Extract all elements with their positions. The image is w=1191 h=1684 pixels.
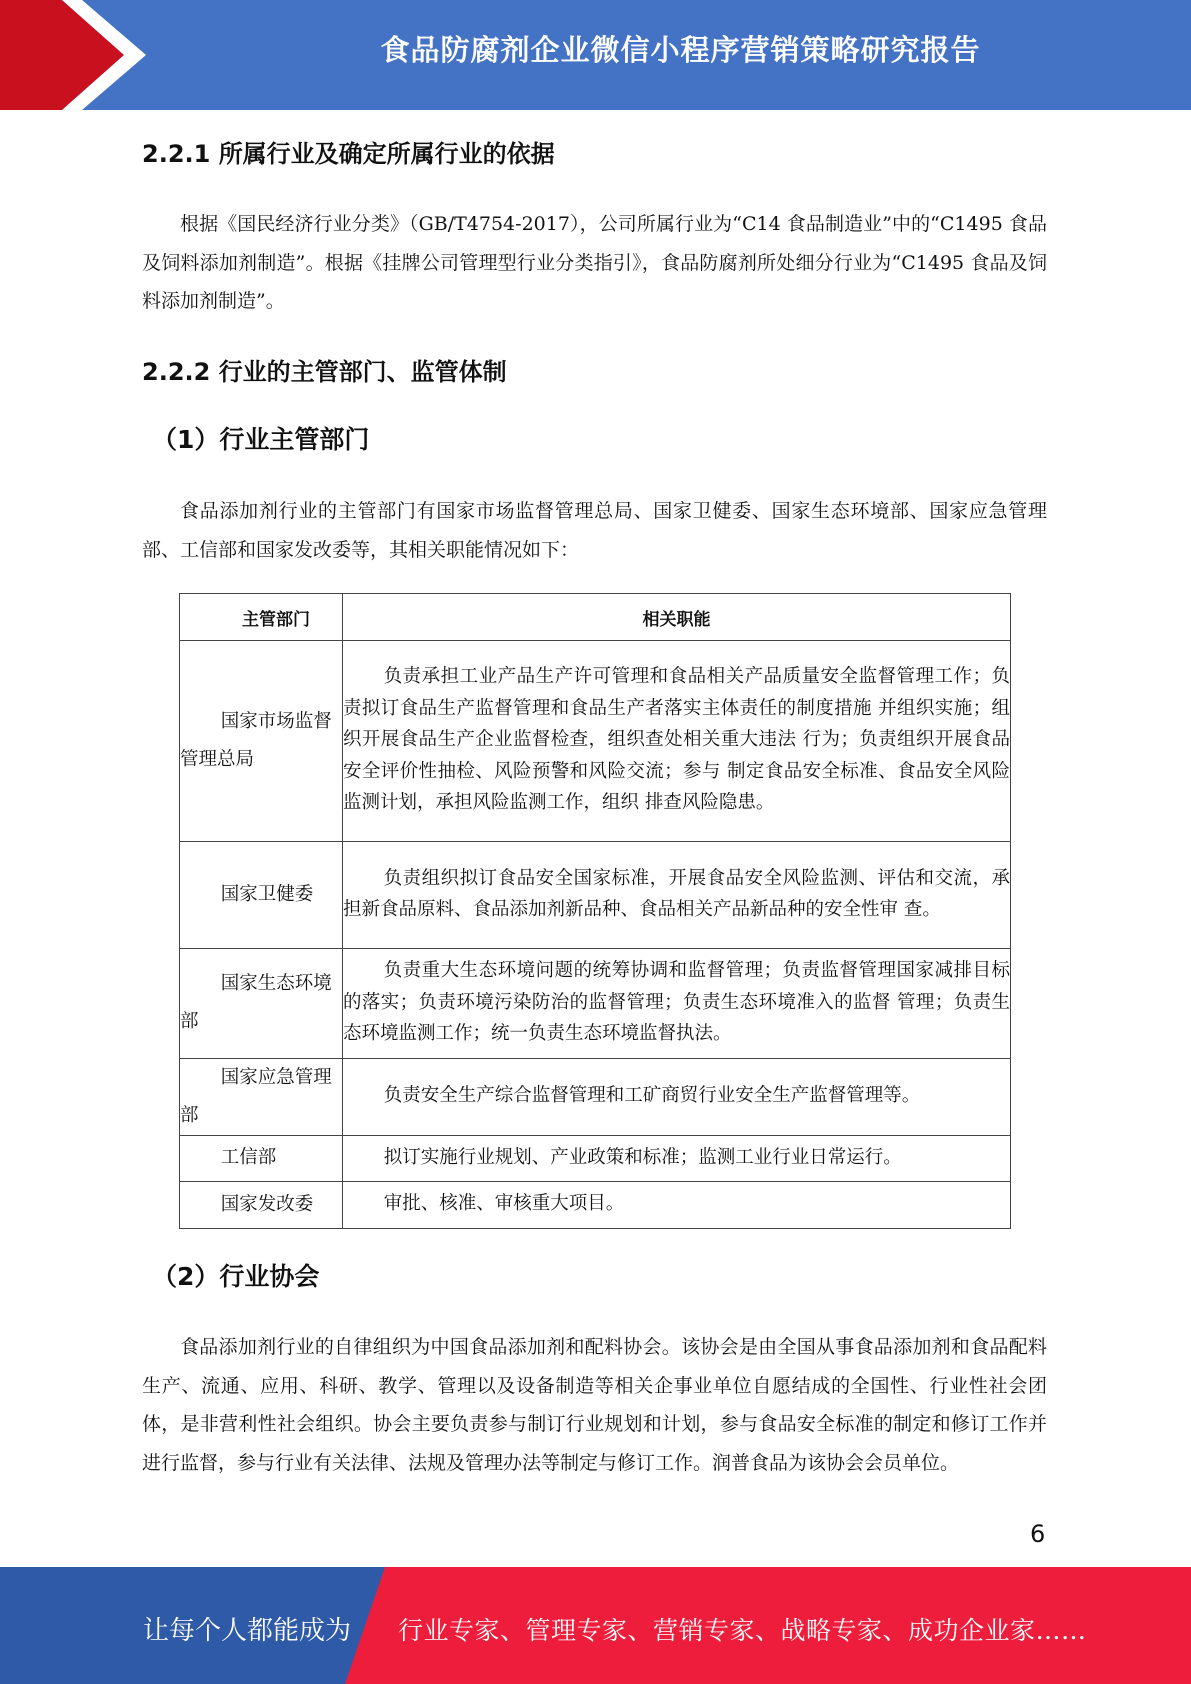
table-cell-duty: 审批、核准、审核重大项目。	[343, 1182, 1011, 1229]
section-heading-2-2-2: 2.2.2 行业的主管部门、监管体制	[142, 358, 507, 386]
table-row	[180, 641, 1011, 842]
section-heading-2-2-1: 2.2.1 所属行业及确定所属行业的依据	[142, 140, 555, 168]
table-cell-dept: 国家市场监督管理总局	[180, 641, 343, 842]
subsection-2-paragraph: 食品添加剂行业的自律组织为中国食品添加剂和配料协会。该协会是由全国从事食品添加剂和食品配料生产、流通、应用、科研、教学、管理以及设备制造等相关企事业单位自愿结成的全国性、行业性社会团体，是非营利性社会组织。协会主要负责参与制订行业规划和计划，参与食品安全标准的制定和修订工作并进行监督，参与行业有关法律、法规及管理办法等制定与修订工作。润普食品为该协会会员单位。	[142, 1336, 1047, 1474]
page-number: 6	[1030, 1520, 1046, 1548]
page-header	[0, 0, 1191, 110]
table-row	[180, 1058, 1011, 1135]
table-cell-duty: 负责重大生态环境问题的统筹协调和监督管理；负责监督管理国家减排目标的落实；负责环境污染防治的监督管理；负责生态环境准入的监督 管理；负责生态环境监测工作；统一负责生态环境监督执法。	[343, 949, 1011, 1059]
table-header-duty: 相关职能	[343, 594, 1011, 641]
table-header-dept: 主管部门	[180, 594, 343, 641]
table-cell-dept: 国家卫健委	[180, 842, 343, 949]
subsection-heading-1: （1）行业主管部门	[152, 425, 370, 454]
table-cell-dept: 工信部	[180, 1135, 343, 1182]
report-title: 食品防腐剂企业微信小程序营销策略研究报告	[380, 33, 981, 67]
subsection-1-paragraph: 食品添加剂行业的主管部门有国家市场监督管理总局、国家卫健委、国家生态环境部、国家应急管理部、工信部和国家发改委等，其相关职能情况如下：	[142, 500, 1047, 561]
footer-slogan-left: 让每个人都能成为	[143, 1616, 352, 1646]
footer-slogan-right: 行业专家、管理专家、营销专家、战略专家、成功企业家……	[398, 1616, 1087, 1645]
subsection-heading-2: （2）行业协会	[152, 1262, 320, 1291]
department-duty-table	[179, 593, 1011, 1229]
table-cell-duty: 负责组织拟订食品安全国家标准，开展食品安全风险监测、评估和交流，承担新食品原料、食品添加剂新品种、食品相关产品新品种的安全性审 查。	[343, 842, 1011, 949]
table-cell-dept: 国家发改委	[180, 1182, 343, 1229]
table-row	[180, 949, 1011, 1059]
table-cell-dept: 国家生态环境部	[180, 949, 343, 1059]
table-row	[180, 842, 1011, 949]
header-arrow-graphic	[0, 0, 260, 110]
table-row	[180, 1182, 1011, 1229]
table-cell-duty: 负责安全生产综合监督管理和工矿商贸行业安全生产监督管理等。	[343, 1058, 1011, 1135]
table-cell-dept: 国家应急管理部	[180, 1058, 343, 1135]
page-footer	[0, 1567, 1191, 1684]
section-2-2-1-paragraph: 根据《国民经济行业分类》（GB/T4754-2017），公司所属行业为“C14 食品制造业”中的“C1495 食品及饲料添加剂制造”。根据《挂牌公司管理型行业分类指引》，食品防腐剂所处细分行业为“C1495 食品及饲料添加剂制造”。	[142, 213, 1047, 312]
table-cell-duty: 负责承担工业产品生产许可管理和食品相关产品质量安全监督管理工作；负责拟订食品生产监督管理和食品生产者落实主体责任的制度措施 并组织实施；组织开展食品生产企业监督检查，组织查处相关重大违法 行为；负责组织开展食品安全评价性抽检、风险预警和风险交流；参与 制定食品安全标准、食品安全风险监测计划，承担风险监测工作，组织 排查风险隐患。	[343, 641, 1011, 842]
table-cell-duty: 拟订实施行业规划、产业政策和标准；监测工业行业日常运行。	[343, 1135, 1011, 1182]
table-header-row	[180, 594, 1011, 641]
table-row	[180, 1135, 1011, 1182]
